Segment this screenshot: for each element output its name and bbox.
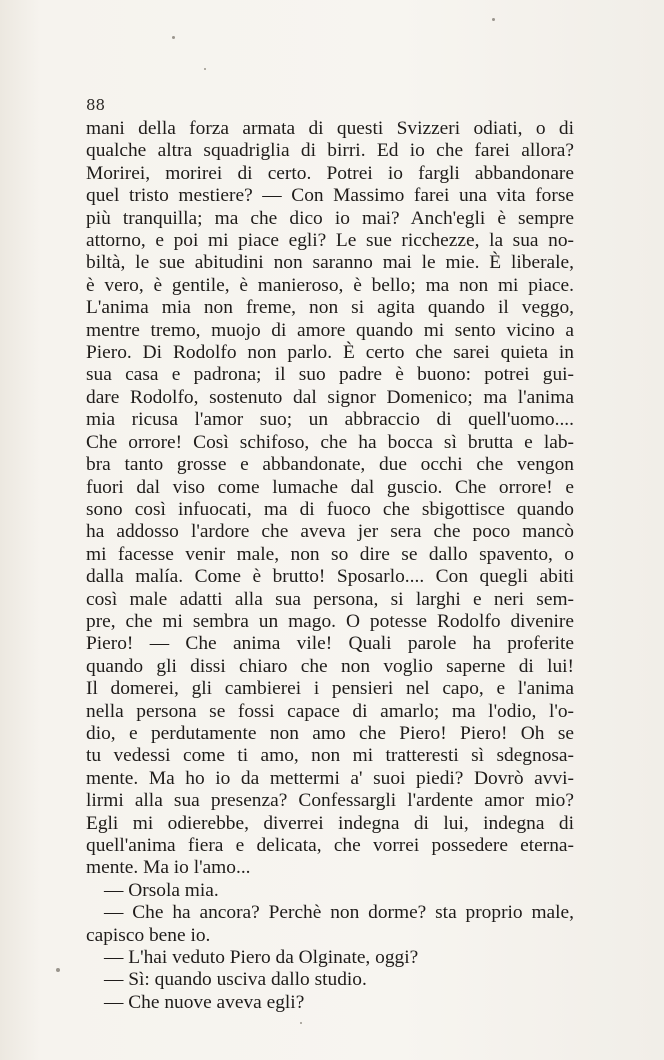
text-line: Il domerei, gli cambierei i pensieri nel capo, e l'anima <box>86 678 574 700</box>
text-line: dare Rodolfo, sostenuto dal signor Domenico; ma l'anima <box>86 386 574 408</box>
print-speck <box>300 1022 302 1024</box>
text-line: — Che nuove aveva egli? <box>104 991 305 1013</box>
text-line: Piero. Di Rodolfo non parlo. È certo che sarei quieta in <box>86 342 574 364</box>
text-line: Morirei, morirei di certo. Potrei io fargli abbandonare <box>86 162 574 184</box>
text-line: Che orrore! Così schifoso, che ha bocca sì brutta e lab- <box>86 431 574 453</box>
text-line: qualche altra squadriglia di birri. Ed io che farei allora? <box>86 140 574 162</box>
text-line: mentre tremo, muojo di amore quando mi sento vicino a <box>86 319 574 341</box>
text-line: più tranquilla; ma che dico io mai? Anch'egli è sempre <box>86 207 574 229</box>
text-line: mente. Ma ho io da mettermi a' suoi piedi? Dovrò avvi- <box>86 767 574 789</box>
text-line: quell'anima fiera e delicata, che vorrei possedere eterna- <box>86 835 574 856</box>
text-line: dalla malía. Come è brutto! Sposarlo.... Con quegli abiti <box>86 566 574 588</box>
print-speck <box>492 18 495 21</box>
text-line: — Orsola mia. <box>104 879 219 901</box>
text-line: così male adatti alla sua persona, si larghi e neri sem- <box>86 588 574 610</box>
text-line: Egli mi odierebbe, diverrei indegna di lui, indegna di <box>86 812 574 834</box>
text-line: pre, che mi sembra un mago. O potesse Rodolfo divenire <box>86 610 574 632</box>
print-speck <box>172 36 175 39</box>
text-line: è vero, è gentile, è manieroso, è bello; ma non mi piace. <box>86 274 574 296</box>
text-line: ha addosso l'ardore che aveva jer sera che poco mancò <box>86 521 574 543</box>
text-line: nella persona se fossi capace di amarlo; ma l'odio, l'o- <box>86 700 574 722</box>
text-line: — Che ha ancora? Perchè non dorme? sta proprio male, <box>104 902 574 924</box>
text-line: fuori dal viso come lumache dal guscio. Che orrore! e <box>86 476 574 498</box>
text-line: quando gli dissi chiaro che non voglio saperne di lui! <box>86 655 574 677</box>
text-line: Piero! — Che anima vile! Quali parole ha proferite <box>86 633 574 655</box>
print-speck <box>56 968 60 972</box>
text-line: attorno, e poi mi piace egli? Le sue ricchezze, la sua no- <box>86 230 574 252</box>
page-number: 88 <box>86 96 106 114</box>
print-speck <box>204 68 206 70</box>
body-text <box>86 118 574 1014</box>
text-line: L'anima mia non freme, non si agita quando il veggo, <box>86 297 574 319</box>
text-line: capisco bene io. <box>86 924 211 946</box>
text-line: tu vedessi come ti amo, non mi tratteresti sì sdegnosa- <box>86 745 574 767</box>
text-line: — L'hai veduto Piero da Olginate, oggi? <box>104 947 419 969</box>
text-line: sono così infuocati, ma di fuoco che sbigottisce quando <box>86 498 574 520</box>
text-line: — Sì: quando usciva dallo studio. <box>104 969 367 991</box>
text-line: biltà, le sue abitudini non saranno mai le mie. È liberale, <box>86 252 574 274</box>
text-line: lirmi alla sua presenza? Confessargli l'ardente amor mio? <box>86 790 574 812</box>
text-line: mia ricusa l'amor suo; un abbraccio di quell'uomo.... <box>86 409 574 431</box>
text-line: mi facesse venir male, non so dire se dallo spavento, o <box>86 543 574 565</box>
text-line: bra tanto grosse e abbandonate, due occhi che vengon <box>86 454 574 476</box>
text-line: mani della forza armata di questi Svizzeri odiati, o di <box>86 118 574 139</box>
text-line: dio, e perdutamente non amo che Piero! Piero! Oh se <box>86 722 574 744</box>
text-line: mente. Ma io l'amo... <box>86 857 251 879</box>
text-line: sua casa e padrona; il suo padre è buono: potrei gui- <box>86 364 574 386</box>
text-line: quel tristo mestiere? — Con Massimo farei una vita forse <box>86 185 574 207</box>
